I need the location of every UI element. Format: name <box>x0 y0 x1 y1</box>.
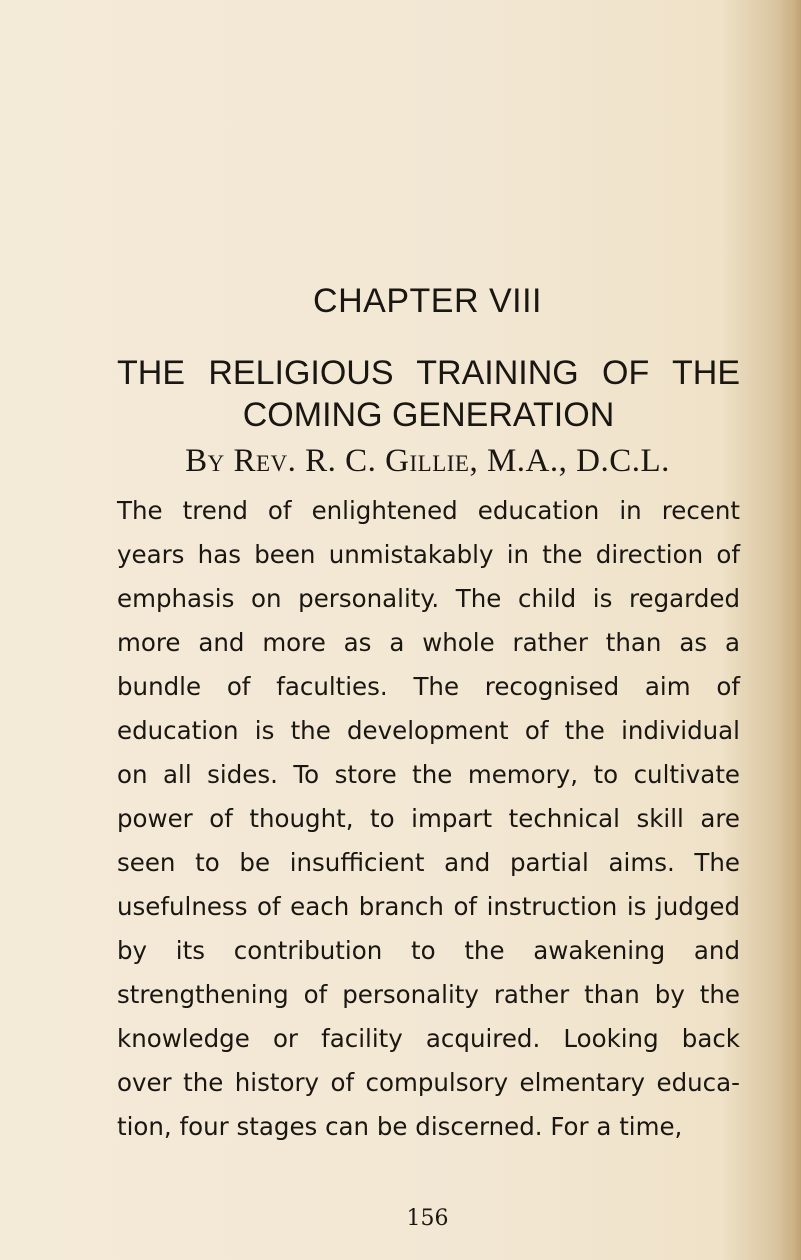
chapter-title-line-1-text: THE RELIGIOUS TRAINING OF THE <box>117 354 740 392</box>
body-line: on all sides. To store the memory, to cultivate <box>117 760 740 789</box>
author-byline: By Rev. R. C. Gillie, M.A., D.C.L. <box>185 443 670 479</box>
body-line: knowledge or facility acquired. Looking back <box>117 1024 740 1053</box>
body-line: power of thought, to impart technical skill are <box>117 804 740 833</box>
body-line: tion, four stages can be discerned. For a time, <box>117 1112 683 1141</box>
body-line: over the history of compulsory elmentary educa- <box>117 1068 740 1097</box>
chapter-title-line-1 <box>117 352 740 394</box>
body-line: The trend of enlightened education in recent <box>117 496 740 525</box>
page-edge-shadow <box>781 0 801 1260</box>
body-line: by its contribution to the awakening and <box>117 936 740 965</box>
page-number: 156 <box>406 1206 449 1231</box>
chapter-title <box>117 352 740 436</box>
body-line: years has been unmistakably in the direction of <box>117 540 740 569</box>
body-line: usefulness of each branch of instruction is judged <box>117 892 740 921</box>
body-line: emphasis on personality. The child is regarded <box>117 584 740 613</box>
body-line: strengthening of personality rather than by the <box>117 980 740 1009</box>
body-line: more and more as a whole rather than as a <box>117 628 740 657</box>
chapter-title-line-2: COMING GENERATION <box>242 396 615 434</box>
body-line: seen to be insufficient and partial aims. The <box>117 848 740 877</box>
body-line: bundle of faculties. The recognised aim of <box>117 672 740 701</box>
body-paragraph <box>117 489 740 1149</box>
body-line: education is the development of the individual <box>117 716 740 745</box>
chapter-heading: CHAPTER VIII <box>313 282 542 320</box>
